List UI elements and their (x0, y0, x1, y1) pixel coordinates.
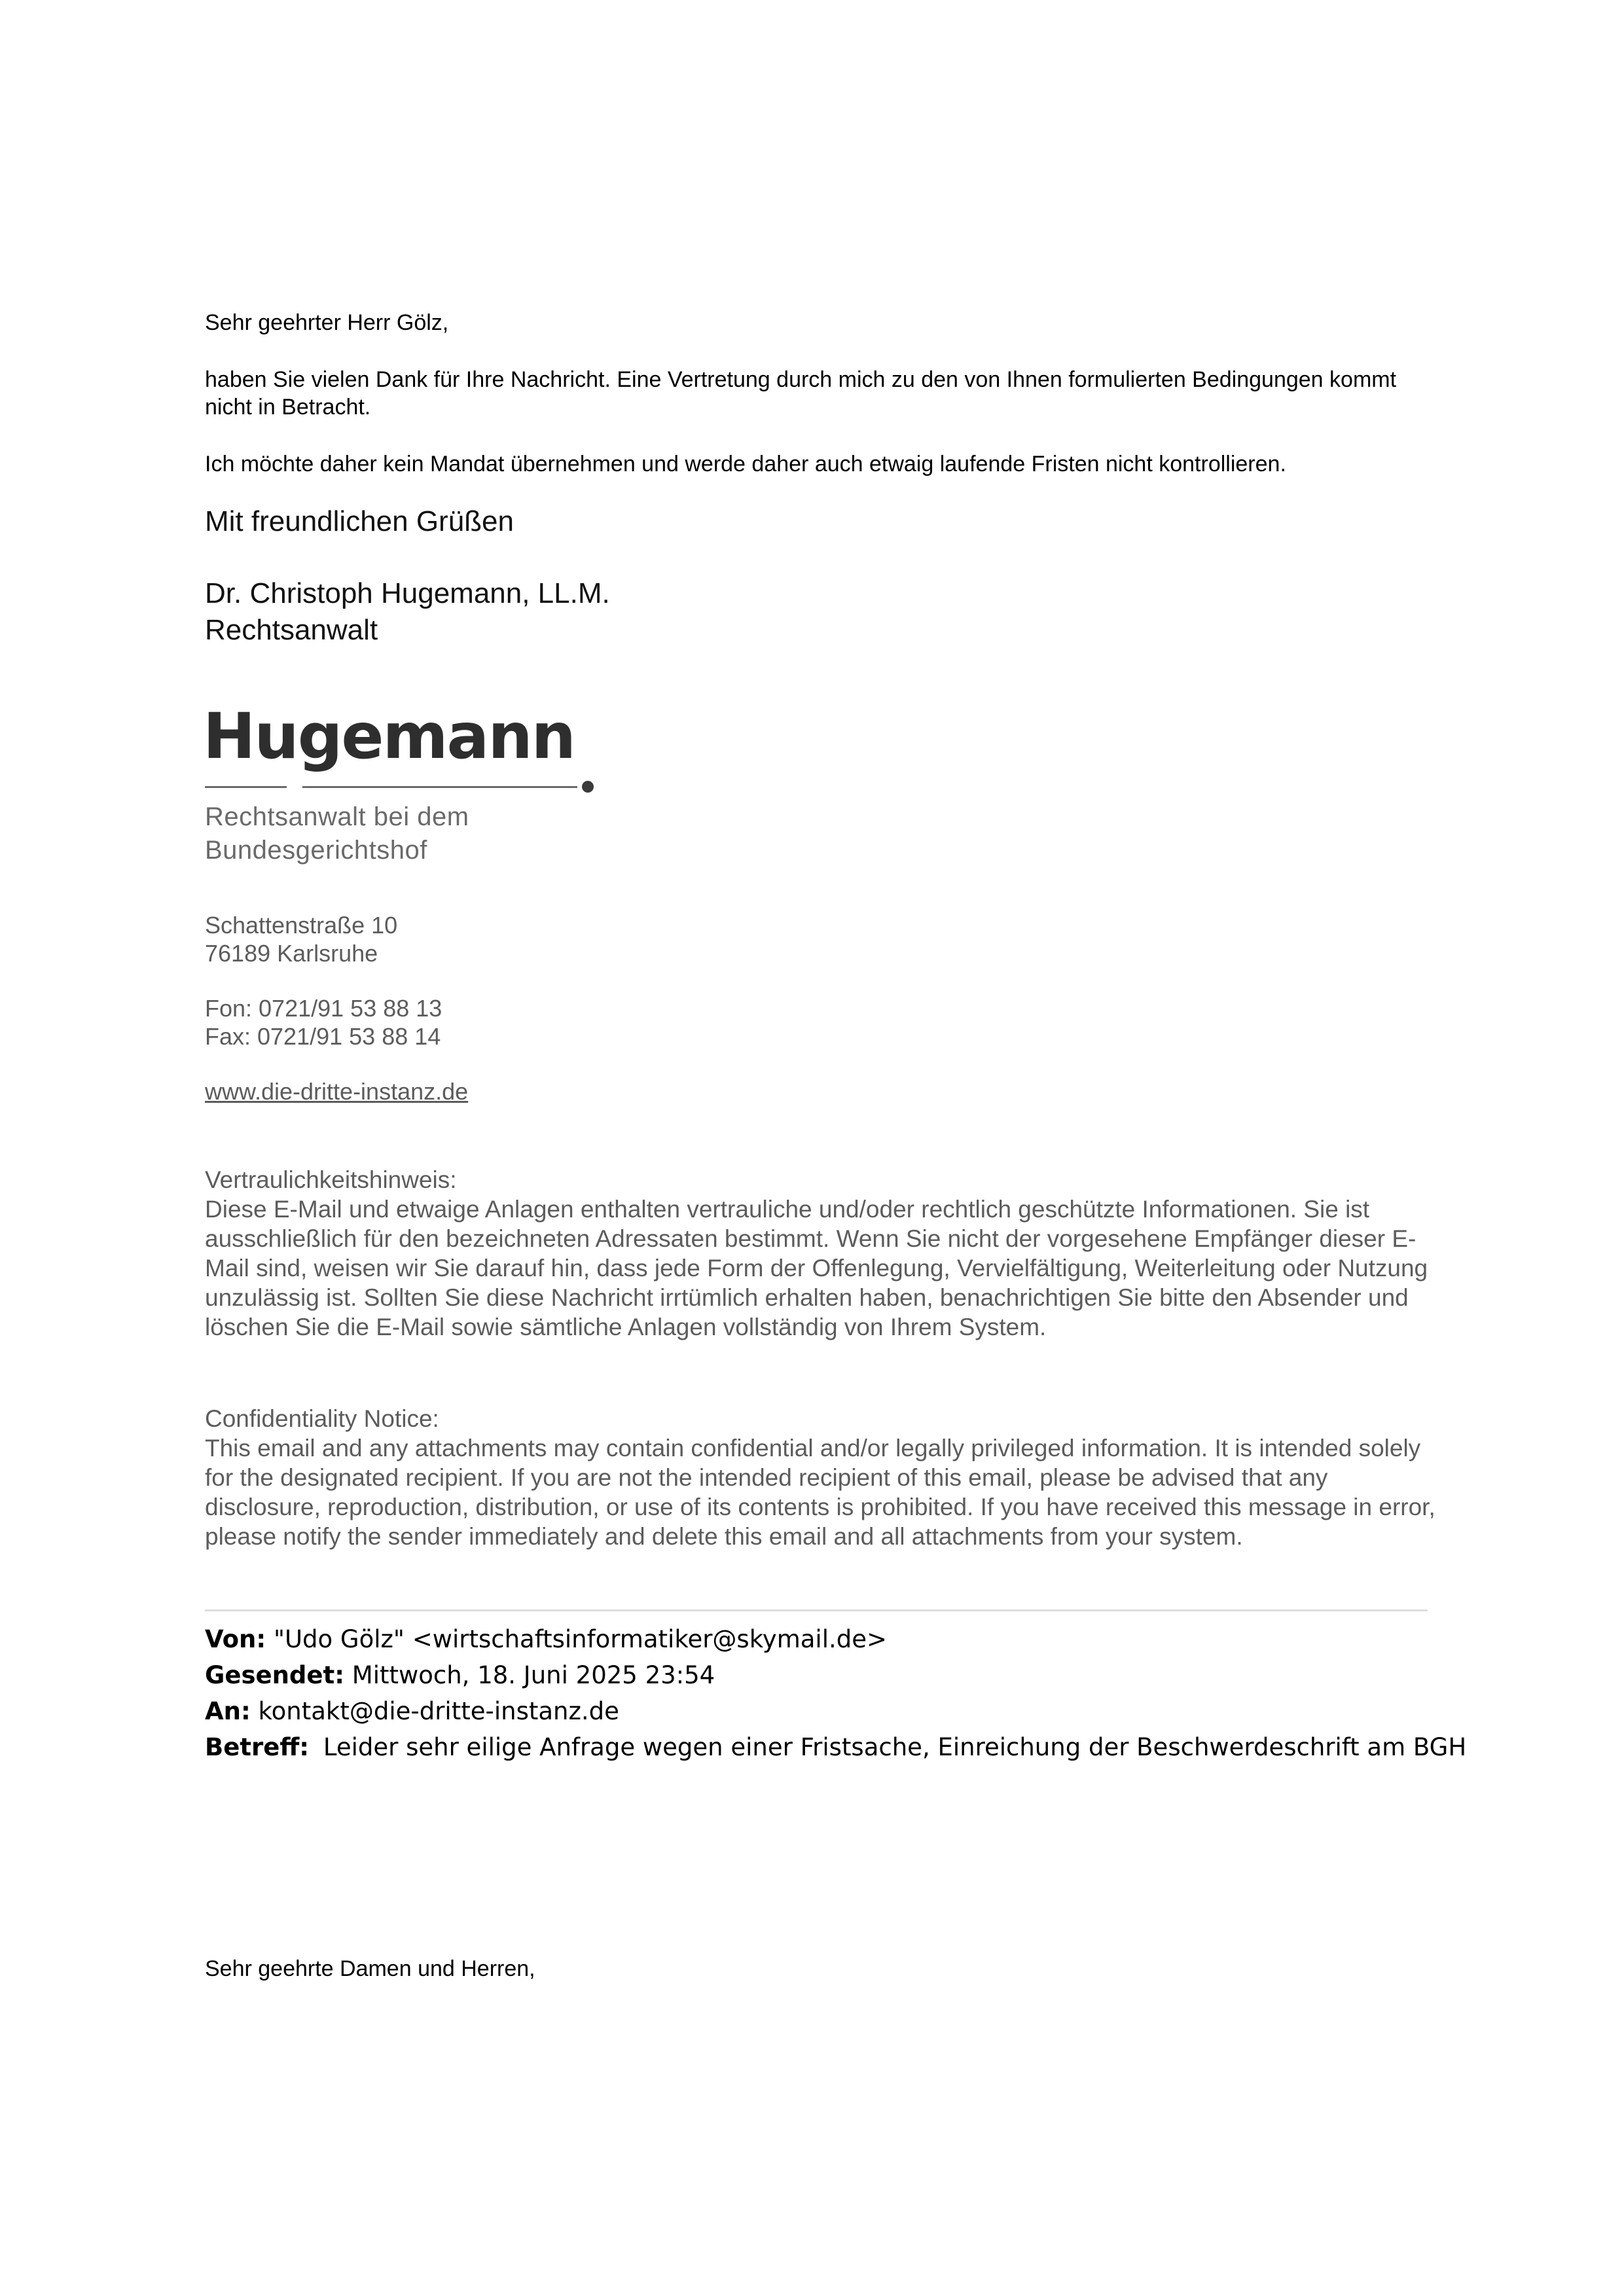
header-sent-label: Gesendet: (205, 1661, 344, 1689)
header-subject-label: Betreff: (205, 1733, 310, 1761)
signature-name: Dr. Christoph Hugemann, LL.M. (205, 577, 610, 609)
header-to-label: An: (205, 1697, 251, 1725)
signature-title: Rechtsanwalt (205, 614, 378, 646)
header-to (205, 1693, 619, 1729)
address-street: Schattenstraße 10 (205, 912, 398, 939)
reply-salutation: Sehr geehrter Herr Gölz, (205, 310, 449, 335)
website-link-wrap (205, 1077, 468, 1105)
header-from-label: Von: (205, 1625, 266, 1653)
logo-subtitle-line-2: Bundesgerichtshof (205, 836, 427, 865)
header-subject-value: Leider sehr eilige Anfrage wegen einer Fristsache, Einreichung der Beschwerdeschrift am BGH (323, 1733, 1467, 1761)
notice-en-heading: Confidentiality Notice: (205, 1405, 439, 1432)
address-city: 76189 Karlsruhe (205, 940, 378, 967)
header-to-value: kontakt@die-dritte-instanz.de (258, 1697, 619, 1725)
contact-fax: Fax: 0721/91 53 88 14 (205, 1023, 441, 1050)
quote-divider (205, 1609, 1428, 1611)
notice-de-text: Diese E-Mail und etwaige Anlagen enthalten vertrauliche und/oder rechtlich geschützte Informationen. Sie ist ausschließlich für den bezeichneten Adressaten bestimmt. Wenn Sie nicht der vorgesehene Empfänger dieser E-Mail sind, weisen wir Sie darauf hin, dass jede Form der Offenlegung, Vervielfältigung, Weiterleitung oder Nutzung unzulässig ist. Sollten Sie diese Nachricht irrtümlich erhalten haben, benachrichtigen Sie bitte den Absender und löschen Sie die E-Mail sowie sämtliche Anlagen vollständig von Ihrem System. (205, 1196, 1428, 1340)
original-salutation: Sehr geehrte Damen und Herren, (205, 1956, 535, 1981)
reply-paragraph-2: Ich möchte daher kein Mandat übernehmen und werde daher auch etwaig laufende Fristen nicht kontrollieren. (205, 452, 1286, 476)
notice-en-text: This email and any attachments may contain confidential and/or legally privileged information. It is intended solely for the designated recipient. If you are not the intended recipient of this email, please be advised that any disclosure, reproduction, distribution, or use of its contents is prohibited. If you have received this message in error, please notify the sender immediately and delete this email and all attachments from your system. (205, 1435, 1435, 1550)
logo-subtitle-line-1: Rechtsanwalt bei dem (205, 802, 469, 831)
contact-phone: Fon: 0721/91 53 88 13 (205, 995, 442, 1022)
header-from-value: "Udo Gölz" <wirtschaftsinformatiker@skymail.de> (273, 1625, 887, 1653)
header-subject (205, 1729, 1466, 1765)
logo-rule-right (302, 786, 577, 788)
header-from (205, 1621, 887, 1657)
website-link[interactable]: www.die-dritte-instanz.de (205, 1078, 469, 1105)
header-sent-value: Mittwoch, 18. Juni 2025 23:54 (352, 1661, 715, 1689)
logo-wordmark: Hugemann (203, 700, 575, 773)
header-sent (205, 1657, 715, 1693)
closing-greeting: Mit freundlichen Grüßen (205, 505, 514, 537)
reply-paragraph-1: haben Sie vielen Dank für Ihre Nachricht. Eine Vertretung durch mich zu den von Ihnen formulierten Bedingungen kommt nicht in Betracht. (205, 367, 1397, 420)
notice-de-heading: Vertraulichkeitshinweis: (205, 1166, 457, 1193)
logo-rule-left (205, 786, 287, 788)
logo-dot (582, 781, 594, 793)
